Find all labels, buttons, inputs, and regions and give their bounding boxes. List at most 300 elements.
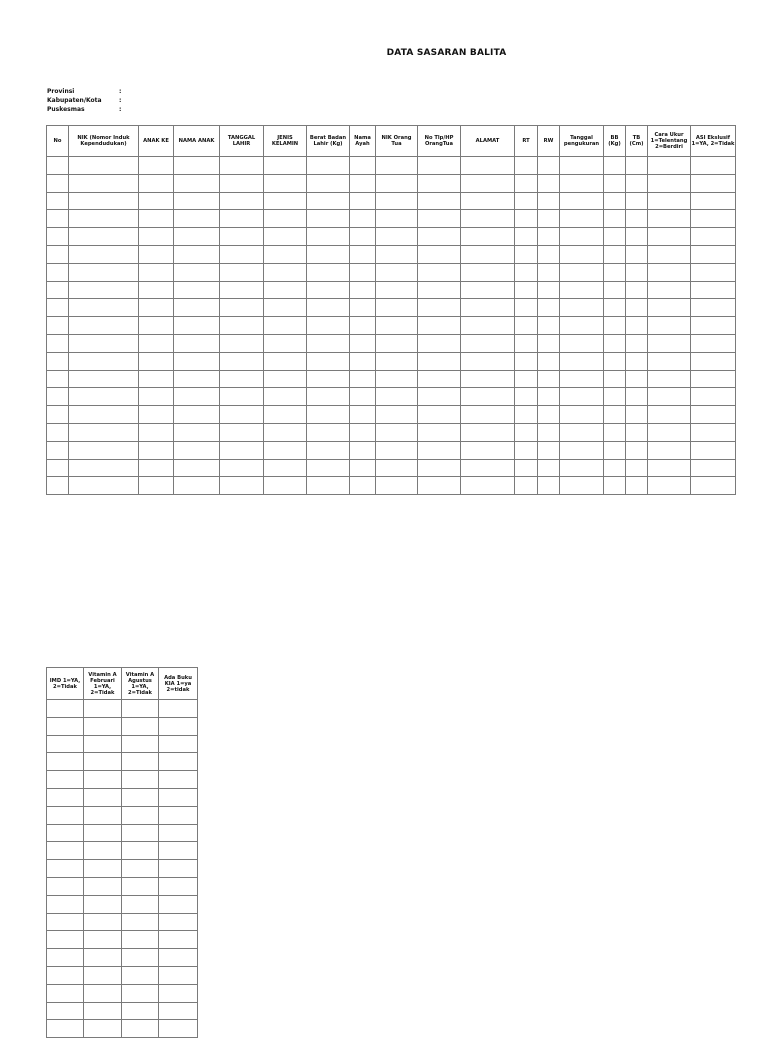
table-cell[interactable] [69,210,139,228]
table-cell[interactable] [691,174,736,192]
table-cell[interactable] [560,406,604,424]
table-cell[interactable] [174,263,220,281]
table-cell[interactable] [264,157,307,175]
table-cell[interactable] [648,299,691,317]
table-cell[interactable] [560,423,604,441]
table-cell[interactable] [174,157,220,175]
table-cell[interactable] [648,157,691,175]
table-cell[interactable] [538,459,560,477]
table-cell[interactable] [626,406,648,424]
table-cell[interactable] [139,299,174,317]
table-cell[interactable] [538,299,560,317]
table-cell[interactable] [691,245,736,263]
table-cell[interactable] [122,949,159,967]
table-cell[interactable] [47,388,69,406]
table-cell[interactable] [648,352,691,370]
table-cell[interactable] [47,1020,84,1038]
table-cell[interactable] [174,334,220,352]
table-cell[interactable] [560,192,604,210]
table-cell[interactable] [376,174,418,192]
table-cell[interactable] [122,860,159,878]
table-cell[interactable] [174,352,220,370]
table-cell[interactable] [264,263,307,281]
table-cell[interactable] [220,477,264,495]
table-cell[interactable] [220,263,264,281]
table-cell[interactable] [648,281,691,299]
table-cell[interactable] [47,192,69,210]
table-cell[interactable] [307,317,350,335]
table-cell[interactable] [69,441,139,459]
table-cell[interactable] [122,717,159,735]
table-cell[interactable] [47,966,84,984]
table-cell[interactable] [174,406,220,424]
table-cell[interactable] [69,406,139,424]
table-cell[interactable] [648,317,691,335]
table-cell[interactable] [69,334,139,352]
table-cell[interactable] [461,174,515,192]
table-cell[interactable] [220,423,264,441]
table-cell[interactable] [515,228,538,246]
table-cell[interactable] [47,735,84,753]
table-cell[interactable] [264,174,307,192]
table-cell[interactable] [376,441,418,459]
table-cell[interactable] [84,984,122,1002]
table-cell[interactable] [350,157,376,175]
table-cell[interactable] [515,459,538,477]
table-cell[interactable] [538,192,560,210]
table-cell[interactable] [626,388,648,406]
table-cell[interactable] [515,388,538,406]
table-cell[interactable] [418,210,461,228]
table-cell[interactable] [264,423,307,441]
table-cell[interactable] [307,245,350,263]
table-cell[interactable] [47,317,69,335]
table-cell[interactable] [648,477,691,495]
table-cell[interactable] [47,157,69,175]
table-cell[interactable] [691,317,736,335]
table-cell[interactable] [626,441,648,459]
table-cell[interactable] [691,459,736,477]
table-cell[interactable] [159,913,198,931]
table-cell[interactable] [139,317,174,335]
table-cell[interactable] [307,174,350,192]
table-cell[interactable] [47,771,84,789]
table-cell[interactable] [307,192,350,210]
table-cell[interactable] [376,406,418,424]
table-cell[interactable] [47,753,84,771]
table-cell[interactable] [461,245,515,263]
table-cell[interactable] [139,352,174,370]
table-cell[interactable] [264,441,307,459]
table-cell[interactable] [264,352,307,370]
table-cell[interactable] [47,459,69,477]
table-cell[interactable] [418,406,461,424]
table-cell[interactable] [461,370,515,388]
table-cell[interactable] [604,317,626,335]
table-cell[interactable] [376,334,418,352]
table-cell[interactable] [376,157,418,175]
table-cell[interactable] [376,370,418,388]
table-cell[interactable] [47,984,84,1002]
table-cell[interactable] [538,245,560,263]
table-cell[interactable] [604,245,626,263]
table-cell[interactable] [84,860,122,878]
table-cell[interactable] [560,299,604,317]
table-cell[interactable] [560,352,604,370]
table-cell[interactable] [220,370,264,388]
table-cell[interactable] [174,370,220,388]
table-cell[interactable] [159,824,198,842]
table-cell[interactable] [69,174,139,192]
table-cell[interactable] [604,406,626,424]
table-cell[interactable] [307,477,350,495]
table-cell[interactable] [538,477,560,495]
table-cell[interactable] [515,406,538,424]
table-cell[interactable] [220,334,264,352]
table-cell[interactable] [139,192,174,210]
table-cell[interactable] [461,157,515,175]
table-cell[interactable] [159,1002,198,1020]
table-cell[interactable] [376,245,418,263]
table-cell[interactable] [84,949,122,967]
table-cell[interactable] [159,949,198,967]
table-cell[interactable] [418,245,461,263]
table-cell[interactable] [122,931,159,949]
table-cell[interactable] [307,210,350,228]
table-cell[interactable] [174,441,220,459]
table-cell[interactable] [139,370,174,388]
table-cell[interactable] [560,477,604,495]
table-cell[interactable] [139,423,174,441]
table-cell[interactable] [461,192,515,210]
table-cell[interactable] [418,228,461,246]
table-cell[interactable] [515,352,538,370]
table-cell[interactable] [139,281,174,299]
table-cell[interactable] [604,388,626,406]
table-cell[interactable] [264,210,307,228]
table-cell[interactable] [122,984,159,1002]
table-cell[interactable] [515,263,538,281]
table-cell[interactable] [47,895,84,913]
table-cell[interactable] [122,788,159,806]
table-cell[interactable] [122,966,159,984]
table-cell[interactable] [538,281,560,299]
table-cell[interactable] [376,228,418,246]
table-cell[interactable] [418,441,461,459]
table-cell[interactable] [648,192,691,210]
table-cell[interactable] [139,245,174,263]
table-cell[interactable] [307,334,350,352]
table-cell[interactable] [84,877,122,895]
table-cell[interactable] [69,245,139,263]
table-cell[interactable] [418,157,461,175]
table-cell[interactable] [69,263,139,281]
table-cell[interactable] [648,263,691,281]
table-cell[interactable] [626,228,648,246]
table-cell[interactable] [69,281,139,299]
table-cell[interactable] [264,477,307,495]
table-cell[interactable] [350,263,376,281]
table-cell[interactable] [350,459,376,477]
table-cell[interactable] [307,370,350,388]
table-cell[interactable] [122,913,159,931]
table-cell[interactable] [418,352,461,370]
table-cell[interactable] [174,317,220,335]
table-cell[interactable] [461,352,515,370]
table-cell[interactable] [139,406,174,424]
table-cell[interactable] [47,931,84,949]
table-cell[interactable] [560,441,604,459]
table-cell[interactable] [691,352,736,370]
table-cell[interactable] [418,192,461,210]
table-cell[interactable] [307,406,350,424]
table-cell[interactable] [84,931,122,949]
table-cell[interactable] [220,245,264,263]
table-cell[interactable] [626,423,648,441]
table-cell[interactable] [350,477,376,495]
table-cell[interactable] [376,317,418,335]
table-cell[interactable] [174,174,220,192]
table-cell[interactable] [264,245,307,263]
table-cell[interactable] [220,210,264,228]
table-cell[interactable] [515,334,538,352]
table-cell[interactable] [538,423,560,441]
table-cell[interactable] [648,210,691,228]
table-cell[interactable] [350,406,376,424]
table-cell[interactable] [418,263,461,281]
table-cell[interactable] [350,423,376,441]
table-cell[interactable] [69,157,139,175]
table-cell[interactable] [47,806,84,824]
table-cell[interactable] [350,192,376,210]
table-cell[interactable] [307,352,350,370]
table-cell[interactable] [560,370,604,388]
table-cell[interactable] [174,192,220,210]
table-cell[interactable] [461,281,515,299]
table-cell[interactable] [604,352,626,370]
table-cell[interactable] [174,388,220,406]
table-cell[interactable] [264,281,307,299]
table-cell[interactable] [174,477,220,495]
table-cell[interactable] [604,210,626,228]
table-cell[interactable] [47,334,69,352]
table-cell[interactable] [560,459,604,477]
table-cell[interactable] [84,842,122,860]
table-cell[interactable] [350,210,376,228]
table-cell[interactable] [515,281,538,299]
table-cell[interactable] [626,370,648,388]
table-cell[interactable] [560,245,604,263]
table-cell[interactable] [159,788,198,806]
table-cell[interactable] [626,459,648,477]
table-cell[interactable] [47,352,69,370]
table-cell[interactable] [626,210,648,228]
table-cell[interactable] [307,388,350,406]
table-cell[interactable] [350,352,376,370]
table-cell[interactable] [84,1020,122,1038]
table-cell[interactable] [691,281,736,299]
table-cell[interactable] [538,352,560,370]
table-cell[interactable] [159,842,198,860]
table-cell[interactable] [122,771,159,789]
table-cell[interactable] [69,370,139,388]
table-cell[interactable] [376,388,418,406]
table-cell[interactable] [515,370,538,388]
table-cell[interactable] [47,824,84,842]
table-cell[interactable] [220,459,264,477]
table-cell[interactable] [538,441,560,459]
table-cell[interactable] [122,753,159,771]
table-cell[interactable] [515,157,538,175]
table-cell[interactable] [538,334,560,352]
table-cell[interactable] [307,459,350,477]
table-cell[interactable] [648,406,691,424]
table-cell[interactable] [159,860,198,878]
table-cell[interactable] [69,352,139,370]
table-cell[interactable] [220,441,264,459]
table-cell[interactable] [626,317,648,335]
table-cell[interactable] [264,317,307,335]
table-cell[interactable] [560,388,604,406]
table-cell[interactable] [84,771,122,789]
table-cell[interactable] [159,753,198,771]
table-cell[interactable] [47,174,69,192]
table-cell[interactable] [139,477,174,495]
table-cell[interactable] [418,388,461,406]
table-cell[interactable] [264,299,307,317]
table-cell[interactable] [515,210,538,228]
table-cell[interactable] [159,877,198,895]
table-cell[interactable] [376,192,418,210]
table-cell[interactable] [159,735,198,753]
table-cell[interactable] [604,459,626,477]
table-cell[interactable] [626,352,648,370]
table-cell[interactable] [350,245,376,263]
table-cell[interactable] [626,192,648,210]
table-cell[interactable] [47,245,69,263]
table-cell[interactable] [648,441,691,459]
table-cell[interactable] [122,824,159,842]
table-cell[interactable] [538,174,560,192]
table-cell[interactable] [461,477,515,495]
table-cell[interactable] [376,459,418,477]
table-cell[interactable] [264,459,307,477]
table-cell[interactable] [307,299,350,317]
table-cell[interactable] [264,334,307,352]
table-cell[interactable] [648,423,691,441]
table-cell[interactable] [376,281,418,299]
table-cell[interactable] [648,459,691,477]
table-cell[interactable] [691,210,736,228]
table-cell[interactable] [691,441,736,459]
table-cell[interactable] [350,228,376,246]
table-cell[interactable] [69,228,139,246]
table-cell[interactable] [159,984,198,1002]
table-cell[interactable] [376,299,418,317]
table-cell[interactable] [648,334,691,352]
table-cell[interactable] [350,370,376,388]
table-cell[interactable] [84,700,122,718]
table-cell[interactable] [122,1002,159,1020]
table-cell[interactable] [122,895,159,913]
table-cell[interactable] [84,717,122,735]
table-cell[interactable] [626,245,648,263]
table-cell[interactable] [418,477,461,495]
table-cell[interactable] [418,370,461,388]
table-cell[interactable] [139,157,174,175]
table-cell[interactable] [69,192,139,210]
table-cell[interactable] [307,157,350,175]
table-cell[interactable] [264,406,307,424]
table-cell[interactable] [691,263,736,281]
table-cell[interactable] [604,263,626,281]
table-cell[interactable] [174,210,220,228]
table-cell[interactable] [515,317,538,335]
table-cell[interactable] [159,931,198,949]
table-cell[interactable] [376,477,418,495]
table-cell[interactable] [264,388,307,406]
table-cell[interactable] [122,700,159,718]
table-cell[interactable] [139,334,174,352]
table-cell[interactable] [47,877,84,895]
table-cell[interactable] [307,423,350,441]
table-cell[interactable] [264,228,307,246]
table-cell[interactable] [604,281,626,299]
table-cell[interactable] [220,317,264,335]
table-cell[interactable] [84,913,122,931]
table-cell[interactable] [691,228,736,246]
table-cell[interactable] [604,228,626,246]
table-cell[interactable] [159,1020,198,1038]
table-cell[interactable] [307,228,350,246]
table-cell[interactable] [139,459,174,477]
table-cell[interactable] [418,459,461,477]
table-cell[interactable] [47,210,69,228]
table-cell[interactable] [307,441,350,459]
table-cell[interactable] [264,192,307,210]
table-cell[interactable] [648,370,691,388]
table-cell[interactable] [139,263,174,281]
table-cell[interactable] [461,441,515,459]
table-cell[interactable] [538,370,560,388]
table-cell[interactable] [461,423,515,441]
table-cell[interactable] [47,949,84,967]
table-cell[interactable] [418,423,461,441]
table-cell[interactable] [626,281,648,299]
table-cell[interactable] [461,388,515,406]
table-cell[interactable] [220,388,264,406]
table-cell[interactable] [174,228,220,246]
table-cell[interactable] [84,735,122,753]
table-cell[interactable] [47,477,69,495]
table-cell[interactable] [461,299,515,317]
table-cell[interactable] [47,842,84,860]
table-cell[interactable] [604,370,626,388]
table-cell[interactable] [691,406,736,424]
table-cell[interactable] [376,263,418,281]
table-cell[interactable] [691,423,736,441]
table-cell[interactable] [604,299,626,317]
table-cell[interactable] [220,281,264,299]
table-cell[interactable] [139,441,174,459]
table-cell[interactable] [560,334,604,352]
table-cell[interactable] [84,806,122,824]
table-cell[interactable] [47,717,84,735]
table-cell[interactable] [560,210,604,228]
table-cell[interactable] [626,263,648,281]
table-cell[interactable] [560,228,604,246]
table-cell[interactable] [515,174,538,192]
